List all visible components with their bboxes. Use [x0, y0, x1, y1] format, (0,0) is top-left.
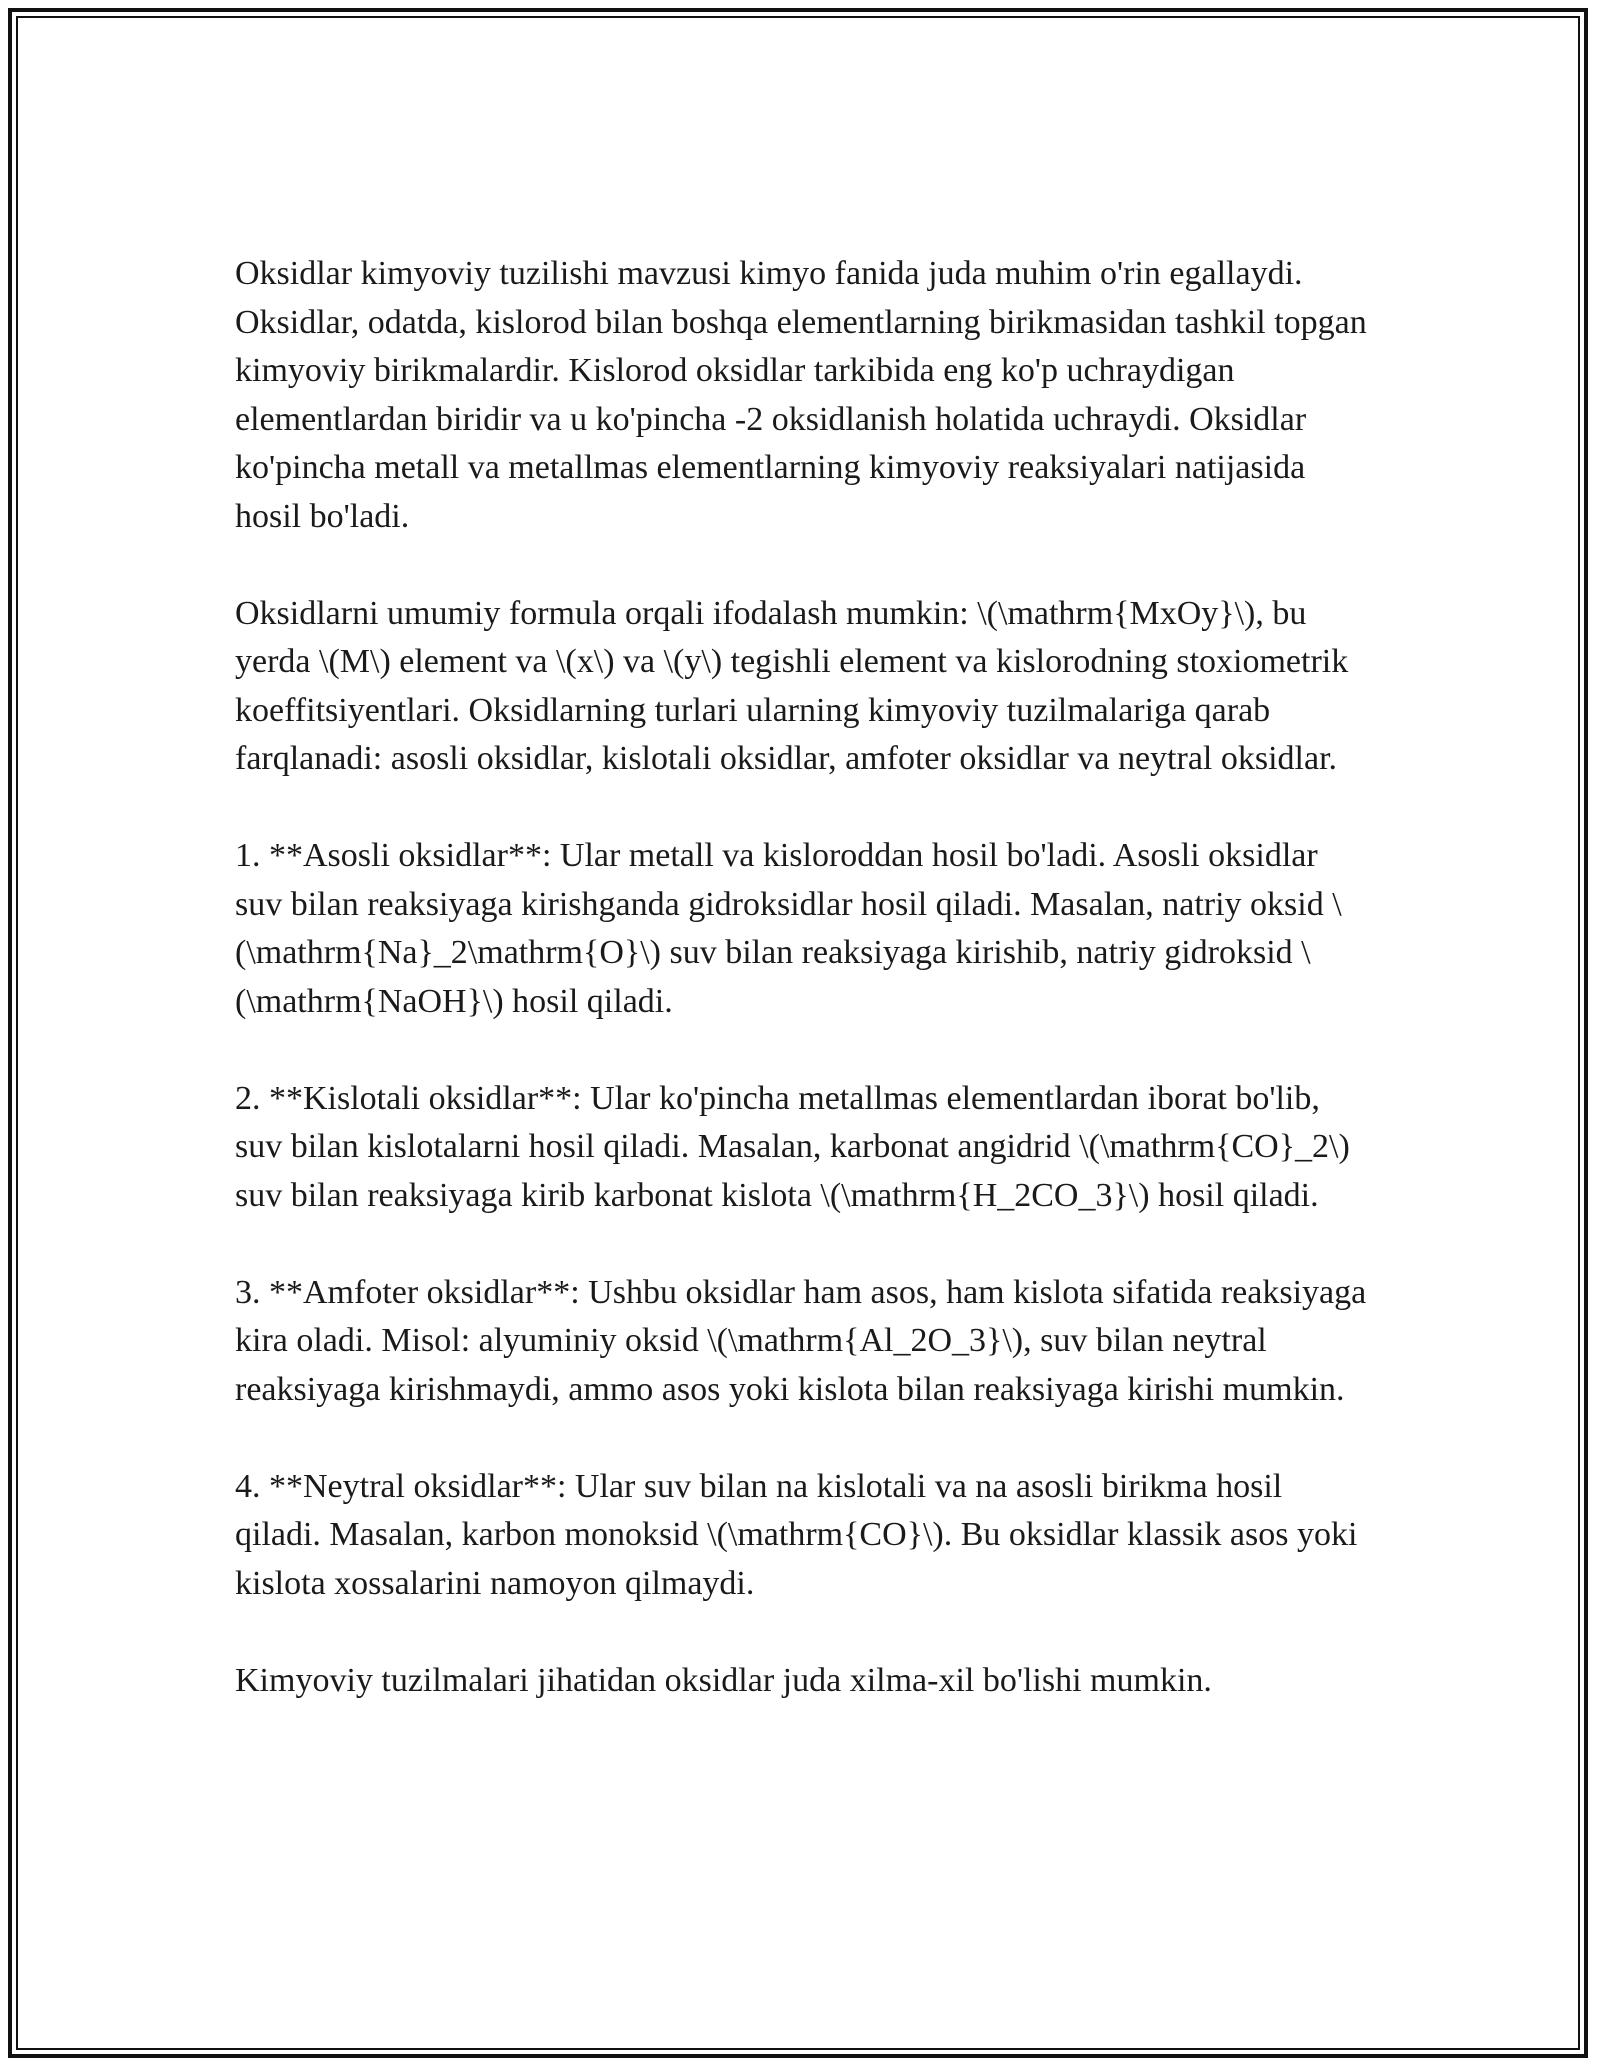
paragraph-neutral-oxides: 4. **Neytral oksidlar**: Ular suv bilan na kislotali va na asosli birikma hosil qiladi. Masalan, karbon monoksid \(\mathrm{CO}\). Bu oksidlar klassik asos yoki kislota xossalarini namoyon qilmaydi. [235, 1467, 1358, 1602]
paragraph-intro: Oksidlar kimyoviy tuzilishi mavzusi kimyo fanida juda muhim o'rin egallaydi. Oksidlar, odatda, kislorod bilan boshqa elementlarning birikmasidan tashkil topgan kimyoviy birikmalardir. Kislorod oksidlar tarkibida eng ko'p uchraydigan elementlardan biridir va u ko'pincha -2 oksidlanish holatida uchraydi. Oksidlar ko'pincha metall va metallmas elementlarning kimyoviy reaksiyalari natijasida hosil bo'ladi. [235, 255, 1367, 535]
paragraph-acidic-oxides: 2. **Kislotali oksidlar**: Ular ko'pincha metallmas elementlardan iborat bo'lib, suv bilan kislotalarni hosil qiladi. Masalan, karbonat angidrid \(\mathrm{CO}_2\) suv bilan reaksiyaga kirib karbonat kislota \(\mathrm{H_2CO_3}\) hosil qiladi. [235, 1079, 1350, 1214]
paragraph-amphoteric-oxides: 3. **Amfoter oksidlar**: Ushbu oksidlar ham asos, ham kislota sifatida reaksiyaga kira oladi. Misol: alyuminiy oksid \(\mathrm{Al_2O_3}\), suv bilan neytral reaksiyaga kirishmaydi, ammo asos yoki kislota bilan reaksiyaga kirishi mumkin. [235, 1273, 1367, 1408]
document-body [235, 250, 1370, 1705]
paragraph-conclusion: Kimyoviy tuzilmalari jihatidan oksidlar juda xilma-xil bo'lishi mumkin. [235, 1661, 1212, 1699]
paragraph-general-formula: Oksidlarni umumiy formula orqali ifodalash mumkin: \(\mathrm{MxOy}\), bu yerda \(M\) element va \(x\) va \(y\) tegishli element va kislorodning stoxiometrik koeffitsiyentlari. Oksidlarning turlari ularning kimyoviy tuzilmalariga qarab farqlanadi: asosli oksidlar, kislotali oksidlar, amfoter oksidlar va neytral oksidlar. [235, 594, 1349, 777]
paragraph-basic-oxides: 1. **Asosli oksidlar**: Ular metall va kisloroddan hosil bo'ladi. Asosli oksidlar suv bilan reaksiyaga kirishganda gidroksidlar hosil qiladi. Masalan, natriy oksid \(\mathrm{Na}_2\mathrm{O}\) suv bilan reaksiyaga kirishib, natriy gidroksid \(\mathrm{NaOH}\) hosil qiladi. [235, 837, 1342, 1020]
